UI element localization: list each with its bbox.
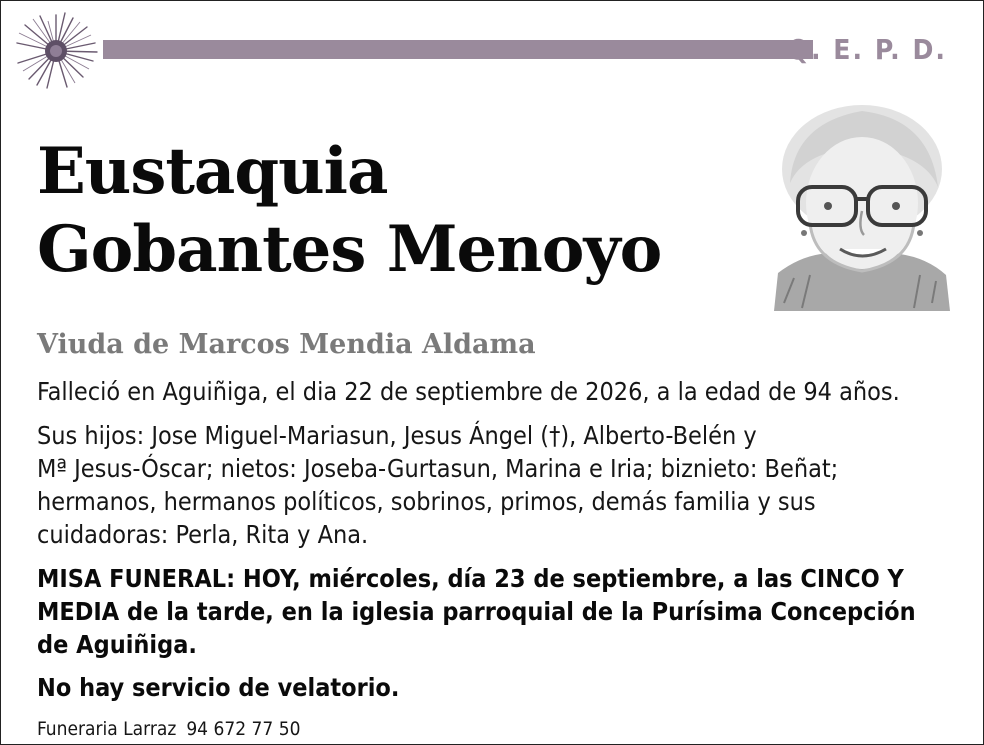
portrait-photo: [774, 103, 950, 311]
thistle-flower-icon: [13, 11, 99, 91]
mass-line: MEDIA de la tarde, en la iglesia parroquial de la Purísima Concepción: [37, 597, 916, 626]
family-line: Mª Jesus-Óscar; nietos: Joseba-Gurtasun, Marina e Iria; biznieto: Beñat;: [37, 454, 839, 483]
first-name: Eustaquia: [37, 134, 388, 209]
qepd-header: Q. E. P. D.: [787, 33, 947, 66]
funeral-home-phone: 94 672 77 50: [186, 718, 301, 740]
mass-line: de Aguiñiga.: [37, 630, 197, 659]
surnames: Gobantes Menoyo: [37, 212, 662, 287]
family-line: hermanos, hermanos políticos, sobrinos, primos, demás familia y sus: [37, 487, 816, 516]
header-band: [103, 40, 813, 59]
family-paragraph: [37, 419, 967, 551]
death-notice-text: [37, 375, 967, 408]
death-notice-line: Falleció en Aguiñiga, el dia 22 de septiembre de 2026, a la edad de 94 años.: [37, 377, 900, 406]
footer: [37, 718, 300, 740]
funeral-mass-paragraph: [37, 562, 967, 661]
family-line: cuidadoras: Perla, Rita y Ana.: [37, 520, 369, 549]
funeral-home-name: Funeraria Larraz: [37, 718, 177, 740]
no-wake-line: No hay servicio de velatorio.: [37, 673, 400, 702]
family-line: Sus hijos: Jose Miguel-Mariasun, Jesus Ángel (†), Alberto-Belén y: [37, 421, 757, 450]
mass-line: MISA FUNERAL: HOY, miércoles, día 23 de septiembre, a las CINCO Y: [37, 564, 904, 593]
no-wake-notice: [37, 671, 967, 704]
widow-of-line: Viuda de Marcos Mendia Aldama: [37, 329, 536, 360]
deceased-name: [37, 133, 661, 289]
